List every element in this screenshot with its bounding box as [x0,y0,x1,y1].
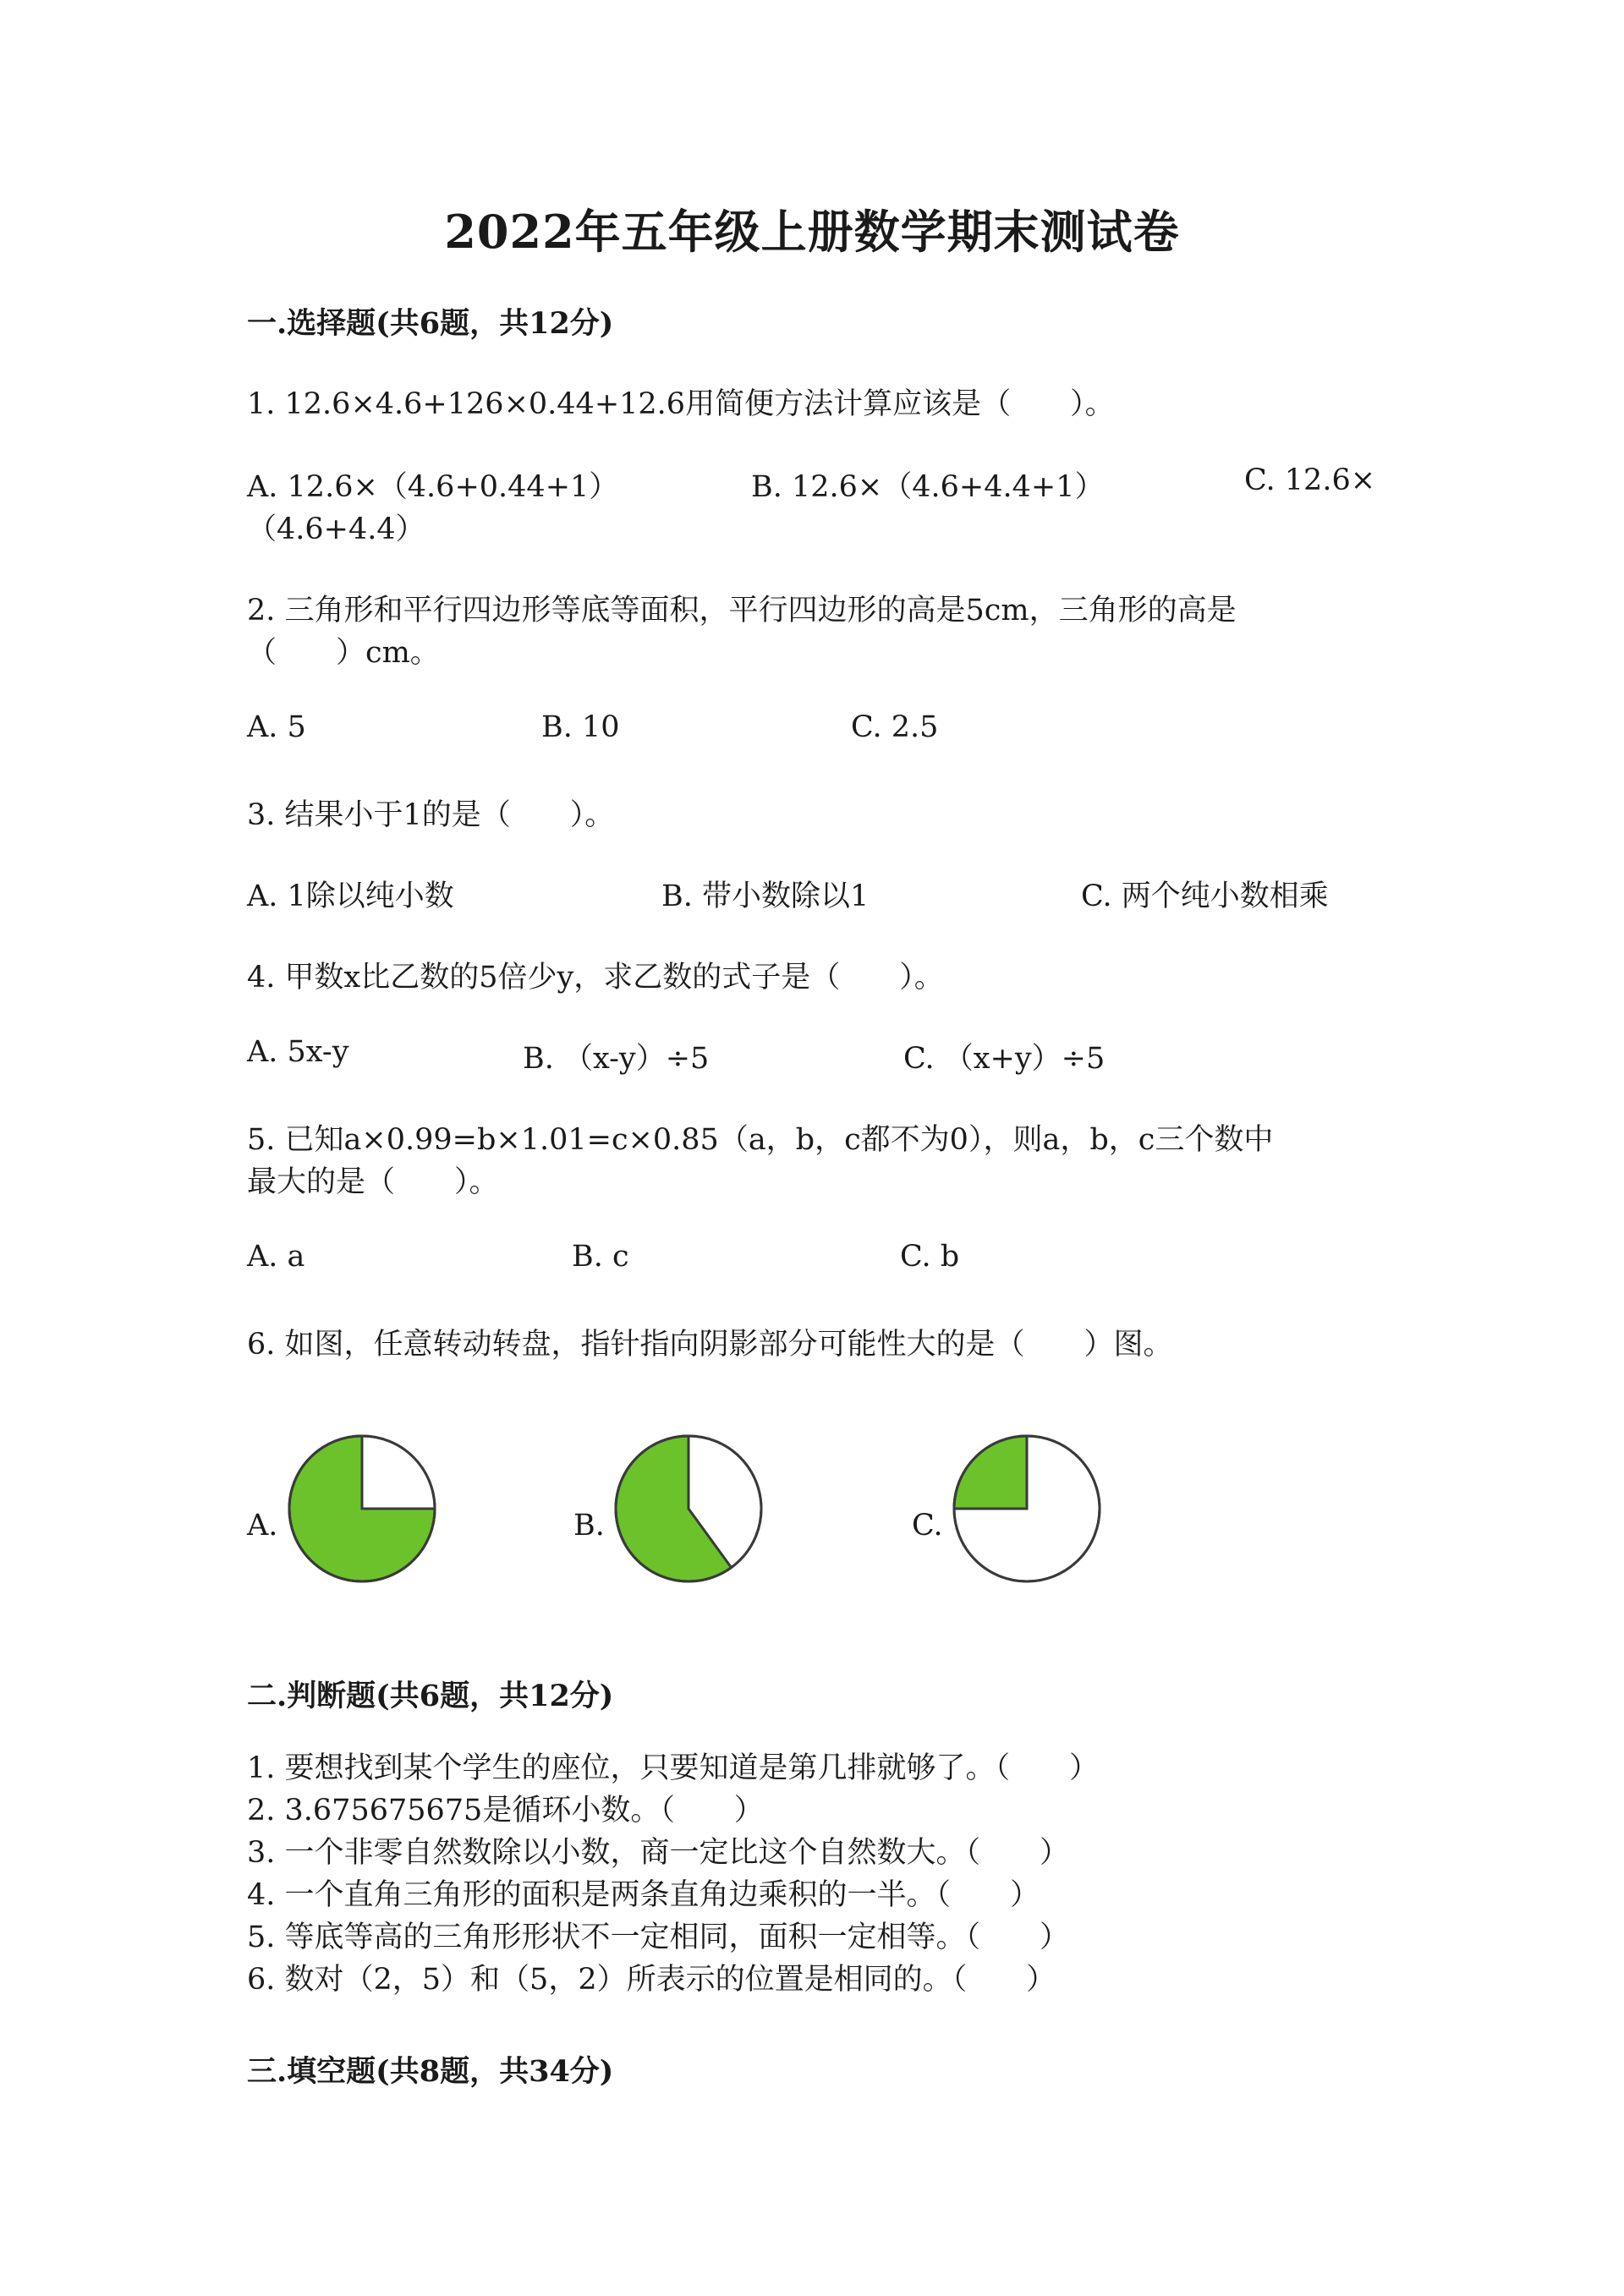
q1-option-c-cont: （4.6+4.4） [247,512,425,546]
q3-option-c: C. 两个纯小数相乘 [1081,879,1329,913]
judge-item-2: 2. 3.675675675是循环小数。（ ） [247,1794,764,1827]
section3-heading: 三.填空题(共8题，共34分) [247,2054,614,2089]
figure-b-label: B. [573,1509,605,1543]
section1-heading: 一.选择题(共6题，共12分) [247,306,614,341]
q1-text: 1. 12.6×4.6+126×0.44+12.6用简便方法计算应该是（ ）。 [247,387,1115,421]
q6-text: 6. 如图，任意转动转盘，指针指向阴影部分可能性大的是（ ）图。 [247,1328,1173,1362]
judge-item-3: 3. 一个非零自然数除以小数，商一定比这个自然数大。（ ） [247,1836,1070,1870]
q5-option-a: A. a [247,1240,305,1274]
q1-option-b: B. 12.6×（4.6+4.4+1） [751,470,1105,504]
page-title: 2022年五年级上册数学期末测试卷 [444,205,1180,259]
section2-heading: 二.判断题(共6题，共12分) [247,1679,614,1713]
q2-text-line2: （ ）cm。 [247,636,440,670]
q3-option-b: B. 带小数除以1 [661,879,870,913]
q1-option-a: A. 12.6×（4.6+0.44+1） [247,470,619,504]
q2-option-c: C. 2.5 [851,710,939,744]
q4-option-a: A. 5x-y [247,1035,349,1069]
q2-option-b: B. 10 [541,710,620,744]
q5-option-c: C. b [900,1240,960,1274]
spinner-b [611,1431,766,1586]
spinner-a [284,1431,440,1586]
q4-option-b: B. （x-y）÷5 [523,1042,710,1076]
spinner-c [949,1431,1105,1586]
figure-c-label: C. [912,1509,943,1543]
q5-text-line2: 最大的是（ ）。 [247,1165,499,1199]
judge-item-6: 6. 数对（2，5）和（5，2）所表示的位置是相同的。（ ） [247,1963,1056,1997]
q2-option-a: A. 5 [247,710,306,744]
q3-text: 3. 结果小于1的是（ ）。 [247,798,615,832]
q3-option-a: A. 1除以纯小数 [247,879,454,913]
q4-text: 4. 甲数x比乙数的5倍少y，求乙数的式子是（ ）。 [247,961,944,995]
figure-a-label: A. [247,1509,278,1543]
q4-option-c: C. （x+y）÷5 [903,1042,1106,1076]
judge-item-5: 5. 等底等高的三角形形状不一定相同，面积一定相等。（ ） [247,1921,1070,1954]
q1-option-c: C. 12.6× [1244,463,1376,497]
judge-item-4: 4. 一个直角三角形的面积是两条直角边乘积的一半。（ ） [247,1878,1040,1912]
judge-item-1: 1. 要想找到某个学生的座位，只要知道是第几排就够了。（ ） [247,1751,1100,1785]
q2-text-line1: 2. 三角形和平行四边形等底等面积，平行四边形的高是5cm，三角形的高是 [247,594,1237,627]
q5-option-b: B. c [572,1240,629,1274]
q5-text-line1: 5. 已知a×0.99=b×1.01=c×0.85（a，b，c都不为0），则a，b，c三个数中 [247,1123,1274,1157]
